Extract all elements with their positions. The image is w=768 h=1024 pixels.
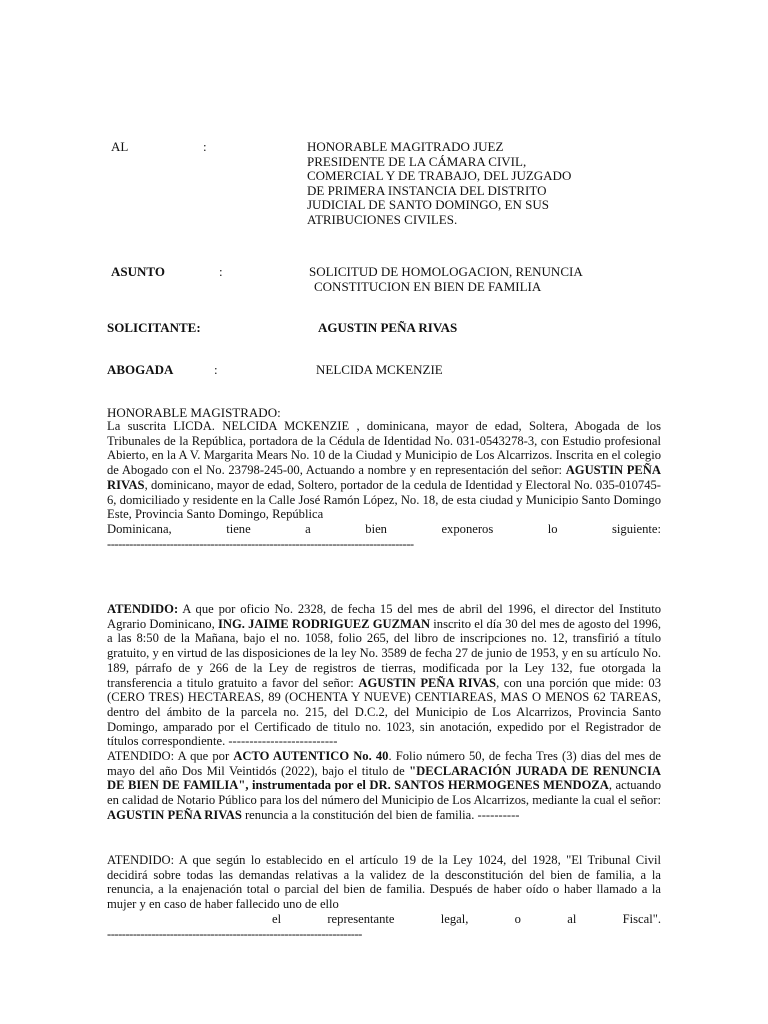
whereas-3-text: ATENDIDO: A que según lo establecido en el artículo 19 de la Ley 1024, del 1928, "El Tribunal Civil decidirá sobre todas las demandas relativas a la validez de la desconstitución del bien de familia, a la renuncia, a la enajenación total o parcial del bien de familia. Después de haber oído o haber llamado a la mujer y en caso de haber fallecido uno de ello [107, 853, 661, 912]
whereas-1-label: ATENDIDO: [107, 602, 179, 616]
whereas-1-part-1: A que por oficio No. 2328, de fecha 15 del mes de abril del 1996, el director del Instituto Agrario Dominicano, [107, 602, 661, 631]
subject-lines [309, 265, 583, 294]
subject-block [111, 265, 671, 297]
addressee-line: PRESIDENTE DE LA CÁMARA CIVIL, [307, 153, 527, 169]
whereas-2-part-2: . Folio número 50, de fecha Tres (3) dias del mes de mayo del año Dos Mil Veintidós (2022), bajo el titulo de [107, 749, 661, 778]
renouncing-party-name: AGUSTIN PEÑA RIVAS [107, 807, 242, 822]
intro-text-part-1: La suscrita LICDA. NELCIDA MCKENZIE , dominicana, mayor de edad, Soltera, Abogada de los Tribunales de la República, portadora de la Cédula de Identidad No. 031-0543278-3, con Estudio profesional Abierto, en la A V. Margarita Mears No. 10 de la Ciudad y Municipio de Los Alcarrizos. Inscrita en el colegio de Abogado con el No. 23798-245-00, Actuando a nombre y en representación del señor: [107, 419, 661, 478]
subject-colon: : [219, 264, 223, 279]
addressee-block [111, 140, 671, 230]
whereas-1-part-2: inscrito el día 30 del mes de agosto del 1996, a las 8:50 de la Mañana, bajo el no. 1058, folio 265, del libro de inscripciones no. 12, transfirió a título gratuito, y en virtud de las disposiciones de la ley No. 3589 de fecha 27 de junio de 1953, y en su artículo No. 189, párrafo de y 266 de la Ley de registros de tierras, modificada por la Ley 132, fue otorgada la transferencia a titulo gratuito a favor del señor: [107, 616, 661, 690]
director-name: ING. JAIME RODRIGUEZ GUZMAN [217, 616, 431, 631]
authentic-act: ACTO AUTENTICO No. 40 [233, 749, 389, 764]
addressee-line: DE PRIMERA INSTANCIA DEL DISTRITO [307, 182, 547, 198]
whereas-2-part-4: renuncia a la constitución del bien de familia. ---------- [241, 807, 520, 822]
whereas-2-part-1: A que por [174, 749, 234, 764]
addressee-line: ATRIBUCIONES CIVILES. [307, 211, 458, 227]
lawyer-block [107, 363, 667, 379]
intro-dash-rule: ----------------------------------------------------------------------------------- [107, 536, 414, 551]
beneficiary-name: AGUSTIN PEÑA RIVAS [358, 675, 497, 690]
subject-label: ASUNTO [111, 264, 165, 279]
representative-name: AGUSTIN PEÑA RIVAS [107, 463, 661, 492]
addressee-label: AL [111, 139, 129, 154]
intro-last-line: Dominicana, tiene a bien exponeros lo siguiente: [107, 521, 661, 536]
addressee-line: HONORABLE MAGITRADO JUEZ [307, 139, 504, 154]
whereas-2-label: ATENDIDO: [107, 749, 175, 764]
whereas-3-last-line: el representante legal, o al Fiscal". [272, 911, 661, 926]
addressee-lines [307, 140, 571, 227]
applicant-label: SOLICITANTE: [107, 320, 201, 335]
whereas-2-text [107, 749, 661, 823]
addressee-line: COMERCIAL Y DE TRABAJO, DEL JUZGADO [307, 168, 572, 183]
intro-text-part-2: , dominicano, mayor de edad, Soltero, portador de la cedula de Identidad y Electoral No. 035-010745-6, domiciliado y residente en la Calle José Ramón López, No. 18, de esta ciudad y Municipio Santo Domingo Este, Provincia Santo Domingo, República [107, 477, 661, 522]
whereas-1-text [107, 602, 661, 749]
whereas-1-part-3: , con una porción que mide: 03 (CERO TRES) HECTAREAS, 89 (OCHENTA Y NUEVE) CENTIAREAS, MAS O MENOS 62 TAREAS, dentro del ámbito de la parcela no. 215, del D.C.2, del Municipio de Los Alcarrizos, Provincia Santo Domingo, amparado por el Certificado de titulo no. 1023, sin anotación, expedido por el Registrador de títulos correspondiente. -------------------------- [107, 675, 661, 749]
subject-line: CONSTITUCION EN BIEN DE FAMILIA [314, 278, 542, 294]
applicant-block [107, 321, 667, 337]
intro-paragraph [107, 419, 661, 551]
subject-line: SOLICITUD DE HOMOLOGACION, RENUNCIA [309, 264, 583, 279]
applicant-name: AGUSTIN PEÑA RIVAS [318, 320, 458, 335]
whereas-paragraph-3 [107, 853, 661, 941]
addressee-line: JUDICIAL DE SANTO DOMINGO, EN SUS [307, 197, 549, 212]
intro-text [107, 419, 661, 522]
addressee-colon: : [203, 139, 207, 154]
lawyer-label: ABOGADA [107, 362, 174, 377]
lawyer-name: NELCIDA MCKENZIE [316, 362, 443, 377]
whereas-paragraph-1 [107, 602, 661, 823]
salutation: HONORABLE MAGISTRADO: [107, 405, 281, 420]
lawyer-colon: : [214, 362, 218, 377]
whereas-2-part-3: , actuando en calidad de Notario Público para los del número del Municipio de Los Alcarrizos, mediante la cual el señor: [107, 778, 661, 808]
whereas-3-dash-rule: --------------------------------------------------------------------- [107, 926, 362, 941]
sworn-declaration-title: "DECLARACIÓN JURADA DE RENUNCIA DE BIEN DE FAMILIA", instrumentada por el DR. SANTOS HERMOGENES MENDOZA [107, 763, 661, 793]
